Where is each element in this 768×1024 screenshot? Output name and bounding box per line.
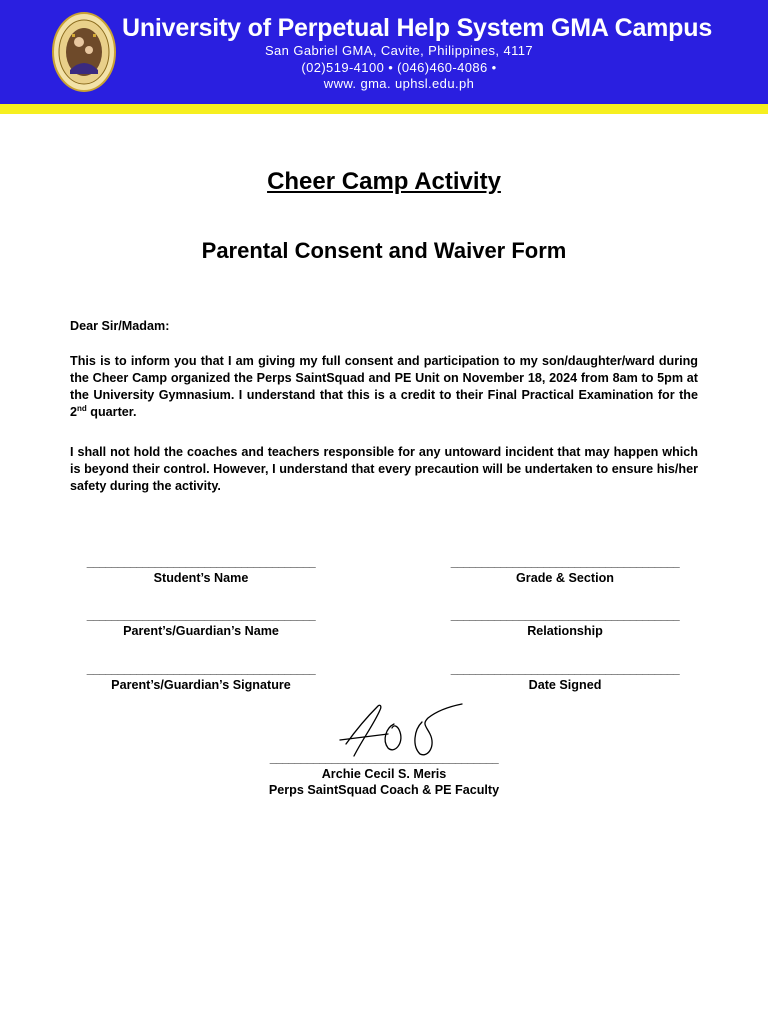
university-seal-icon xyxy=(52,12,116,92)
salutation: Dear Sir/Madam: xyxy=(70,319,170,333)
waiver-paragraph: I shall not hold the coaches and teachers responsible for any untoward incident that may happen which is beyond their control. However, I understand that every precaution will be undertaken to ensure his/her safety during the activity. xyxy=(70,445,698,493)
guardian-signature-field[interactable] xyxy=(69,663,333,692)
grade-section-label: Grade & Section xyxy=(516,571,614,585)
student-name-label: Student’s Name xyxy=(153,571,249,585)
date-signed-label: Date Signed xyxy=(528,678,602,692)
guardian-signature-label: Parent’s/Guardian’s Signature xyxy=(111,678,291,692)
university-phones: (02)519-4100 • (046)460-4086 • xyxy=(301,60,497,75)
consent-paragraph xyxy=(70,353,698,421)
letterhead-stripe xyxy=(0,104,768,114)
relationship-label: Relationship xyxy=(527,624,603,638)
student-name-field[interactable] xyxy=(69,556,333,585)
signature-line: _____________________________________ xyxy=(450,663,680,675)
signature-line: _____________________________________ xyxy=(269,752,499,764)
university-website: www. gma. uphsl.edu.ph xyxy=(323,76,475,91)
guardian-name-label: Parent’s/Guardian’s Name xyxy=(123,624,279,638)
form-subtitle: Parental Consent and Waiver Form xyxy=(201,238,567,263)
coach-title: Perps SaintSquad Coach & PE Faculty xyxy=(268,783,500,797)
consent-text-end: quarter. xyxy=(86,405,137,419)
form-title: Cheer Camp Activity xyxy=(267,168,501,195)
consent-text: This is to inform you that I am giving my full consent and participation to my son/daughter/ward during the Cheer Camp organized the Perps SaintSquad and PE Unit on November 18, 2024 from 8am to 5pm at the University Gymnasium. I understand that this is a credit to their Final Practical Examination for the 2 xyxy=(70,354,698,419)
signature-line: _____________________________________ xyxy=(450,556,680,568)
university-address: San Gabriel GMA, Cavite, Philippines, 4117 xyxy=(264,43,534,58)
guardian-name-field[interactable] xyxy=(69,609,333,638)
grade-section-field[interactable] xyxy=(433,556,697,585)
relationship-field[interactable] xyxy=(433,609,697,638)
signature-line: _____________________________________ xyxy=(450,609,680,621)
signature-line: _____________________________________ xyxy=(86,609,316,621)
ordinal-suffix: nd xyxy=(77,403,87,413)
date-signed-field[interactable] xyxy=(433,663,697,692)
coach-name: Archie Cecil S. Meris xyxy=(321,767,447,781)
university-name: University of Perpetual Help System GMA Campus xyxy=(122,14,713,42)
handwritten-signature xyxy=(336,700,466,762)
signature-line: _____________________________________ xyxy=(86,556,316,568)
signature-line: _____________________________________ xyxy=(86,663,316,675)
